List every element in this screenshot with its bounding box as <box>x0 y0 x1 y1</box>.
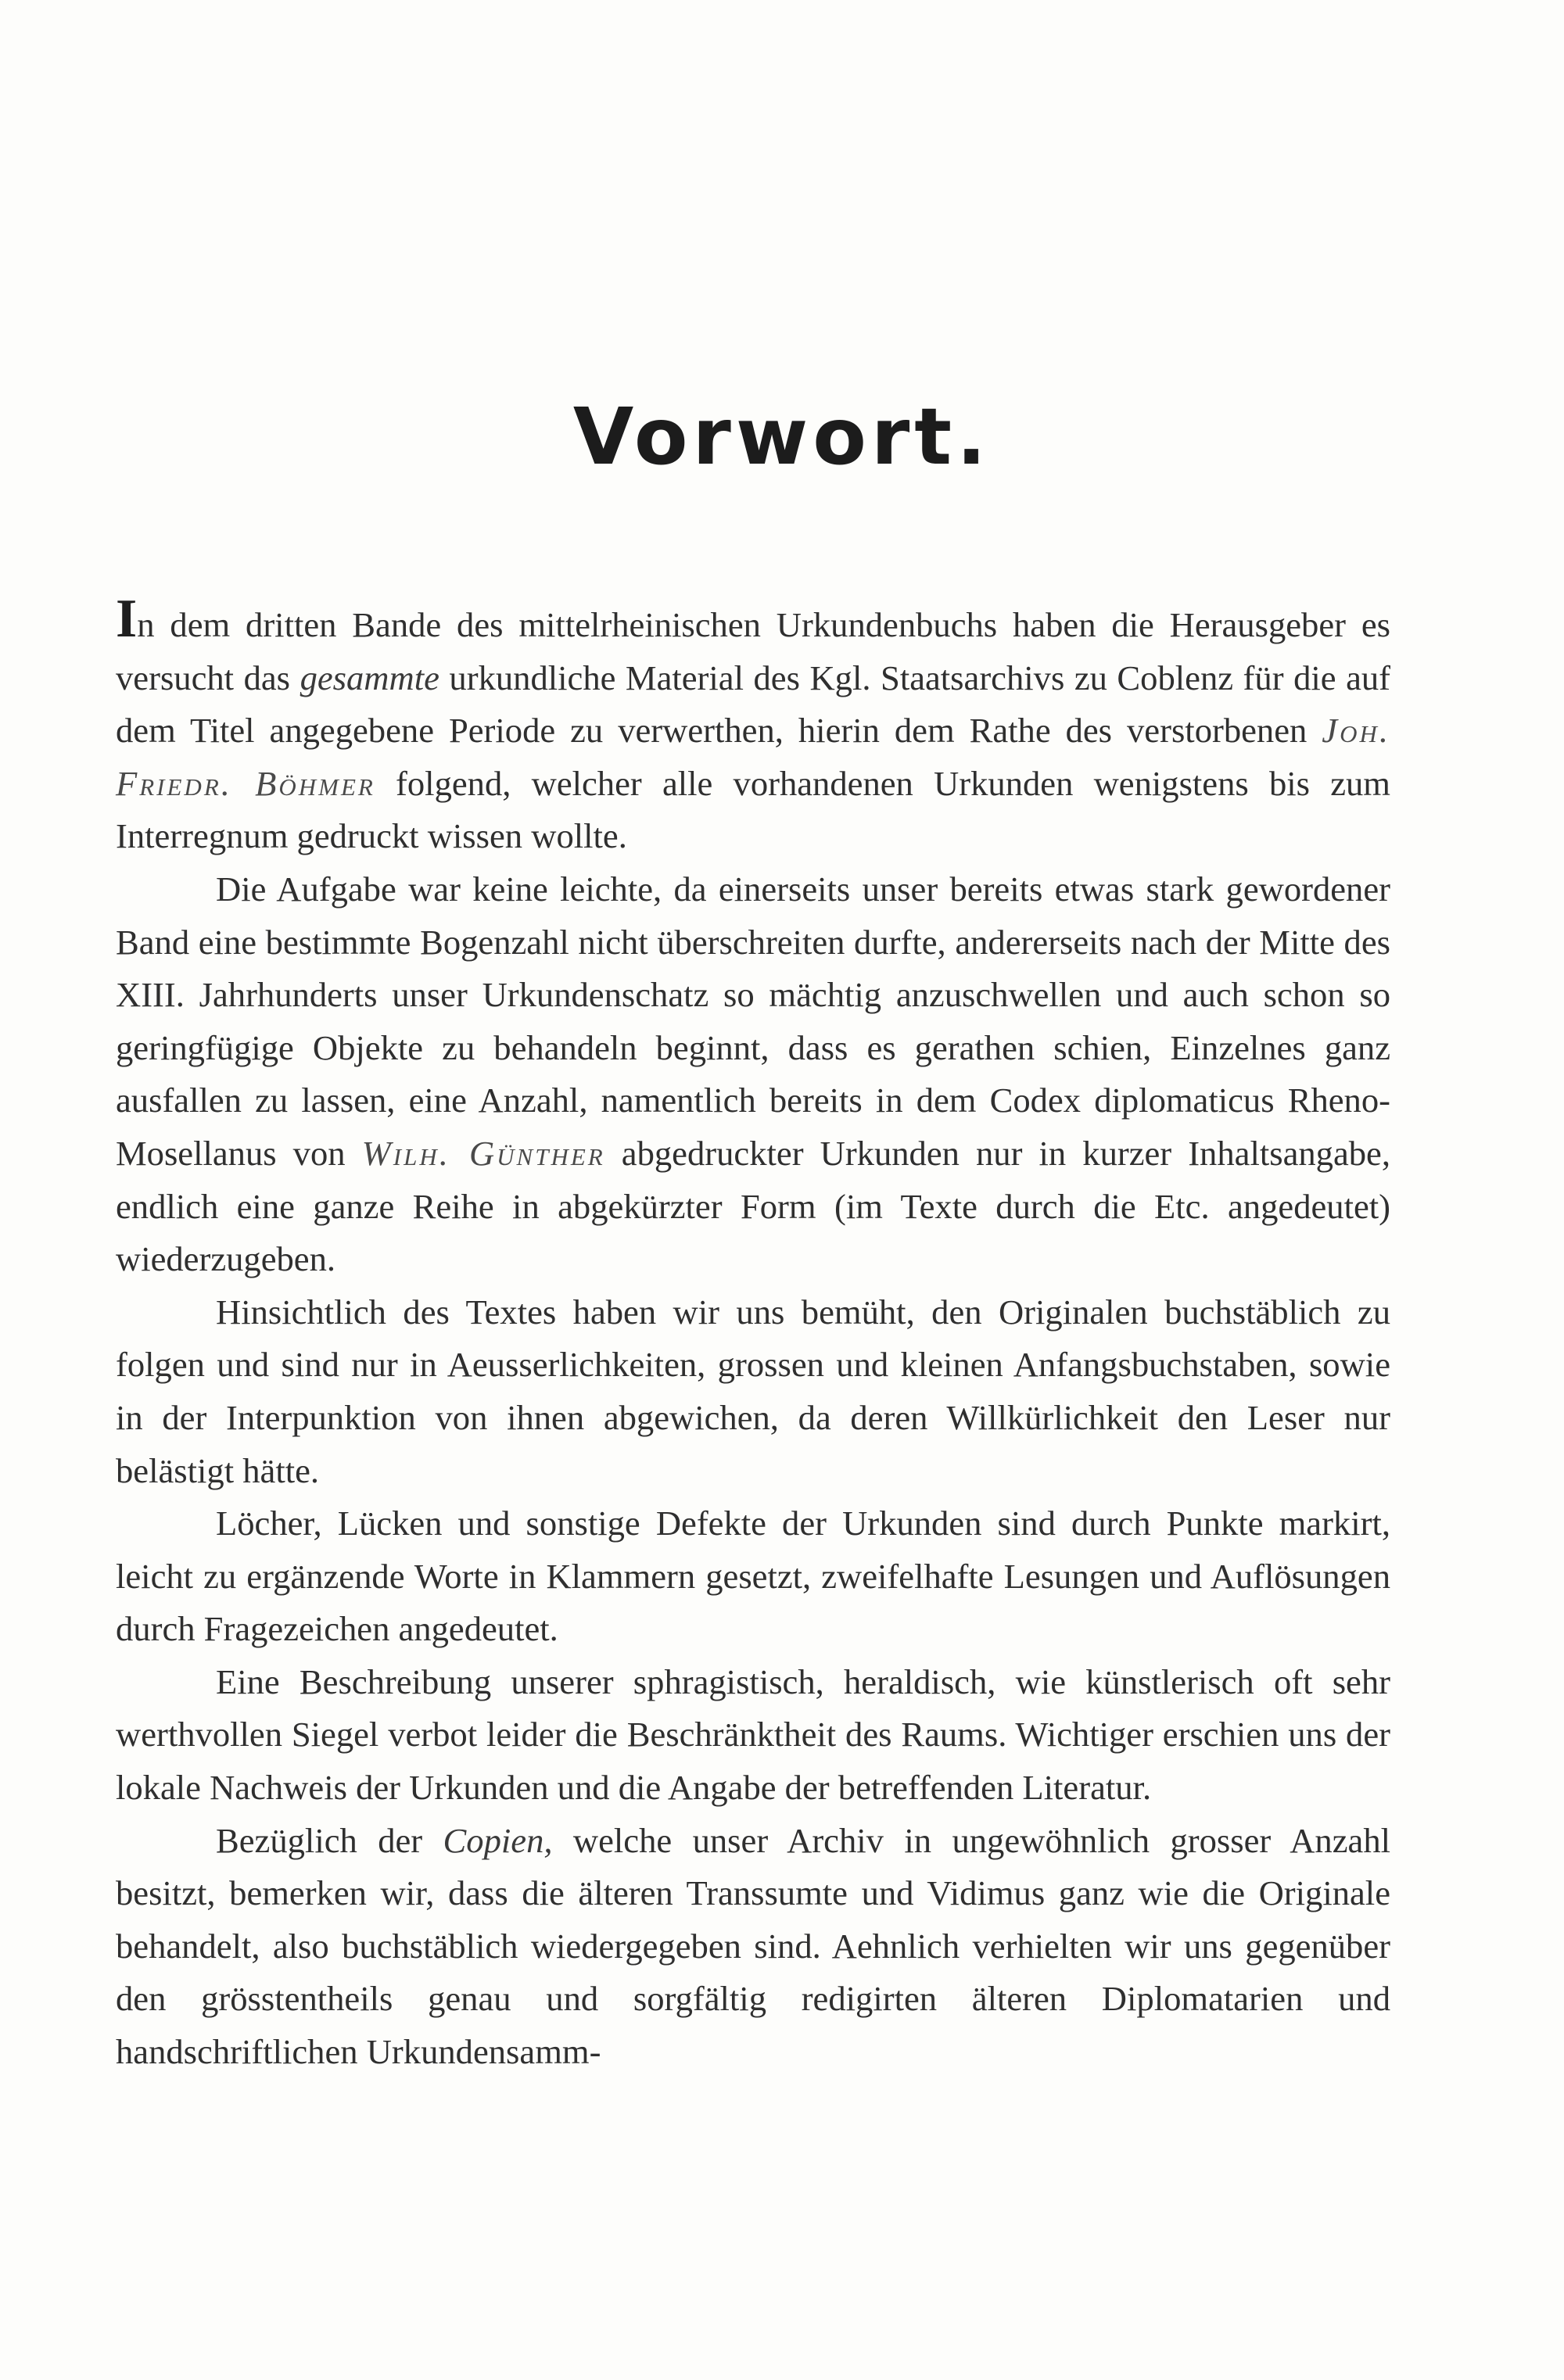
text-run: Hinsichtlich des Textes haben wir uns bemüht, den Originalen buchstäblich zu folgen und sind nur in Aeusserlichkeiten, grossen und kleinen Anfangsbuchstaben, sowie in der Interpunktion von ihnen abgewichen, da deren Willkürlichkeit den Leser nur belästigt hätte. <box>116 1292 1390 1490</box>
paragraph-6 <box>116 1815 1390 2079</box>
paragraph-1 <box>116 589 1391 863</box>
paragraph-3 <box>116 1286 1390 1497</box>
text-run: Die Aufgabe war keine leichte, da einerseits unser bereits etwas stark gewordener Band eine bestimmte Bogenzahl nicht überschreiten durfte, andererseits nach der Mitte des XIII. Jahrhunderts unser Urkundenschatz so mächtig anzuschwellen und auch schon so geringfügige Objekte zu behandeln beginnt, dass es gerathen schien, Einzelnes ganz ausfallen zu lassen, eine Anzahl, namentlich bereits in dem Codex diplomaticus Rheno-Mosellanus von <box>116 869 1390 1173</box>
text-run: welche unser Archiv in ungewöhnlich grosser Anzahl besitzt, bemerken wir, dass die älteren Transsumte und Vidimus ganz wie die Originale behandelt, also buchstäblich wiedergegeben sind. Aehnlich verhielten wir uns gegenüber den grösstentheils genau und sorgfältig redigirten älteren Diplomatarien und handschriftlichen Urkundensamm- <box>116 1820 1390 2072</box>
emphasis-gesammte: gesammte <box>300 658 439 697</box>
text-run: Löcher, Lücken und sonstige Defekte der Urkunden sind durch Punkte markirt, leicht zu ergänzende Worte in Klammern gesetzt, zweifelhafte Lesungen und Auflösungen durch Fragezeichen angedeutet. <box>116 1504 1390 1649</box>
author-name-guenther: Wilh. Günther <box>361 1133 605 1173</box>
preface-body <box>116 589 1391 2079</box>
text-run: urkundliche Material des Kgl. Staatsarchivs zu Coblenz für die auf dem Titel angegebene Periode zu verwerthen, hierin dem Rathe des verstorbenen <box>116 658 1391 751</box>
text-run: Eine Beschreibung unserer sphragistisch, heraldisch, wie künstlerisch oft sehr werthvollen Siegel verbot leider die Beschränktheit des Raums. Wichtiger erschien uns der lokale Nachweis der Urkunden und die Angabe der betreffenden Literatur. <box>116 1661 1390 1808</box>
text-run: In dem dritten Bande des mittelrheinischen Urkundenbuchs haben die Herausgeber es versucht das <box>116 589 1390 697</box>
paragraph-4 <box>116 1497 1390 1656</box>
author-name-boehmer: Joh. Friedr. Böhmer <box>116 711 1390 803</box>
text-run: folgend, welcher alle vorhandenen Urkunden wenigstens bis zum Interregnum gedruckt wissen wollte. <box>116 763 1390 856</box>
paragraph-2 <box>116 863 1390 1286</box>
page-title: Vorwort. <box>572 391 992 482</box>
text-run: abgedruckter Urkunden nur in kurzer Inhaltsangabe, endlich eine ganze Reihe in abgekürzter Form (im Texte durch die Etc. angedeutet) wiederzugeben. <box>116 1133 1390 1279</box>
emphasis-copien: Copien, <box>443 1820 553 1860</box>
paragraph-5 <box>116 1656 1390 1815</box>
text-run: Bezüglich der <box>216 1820 443 1860</box>
